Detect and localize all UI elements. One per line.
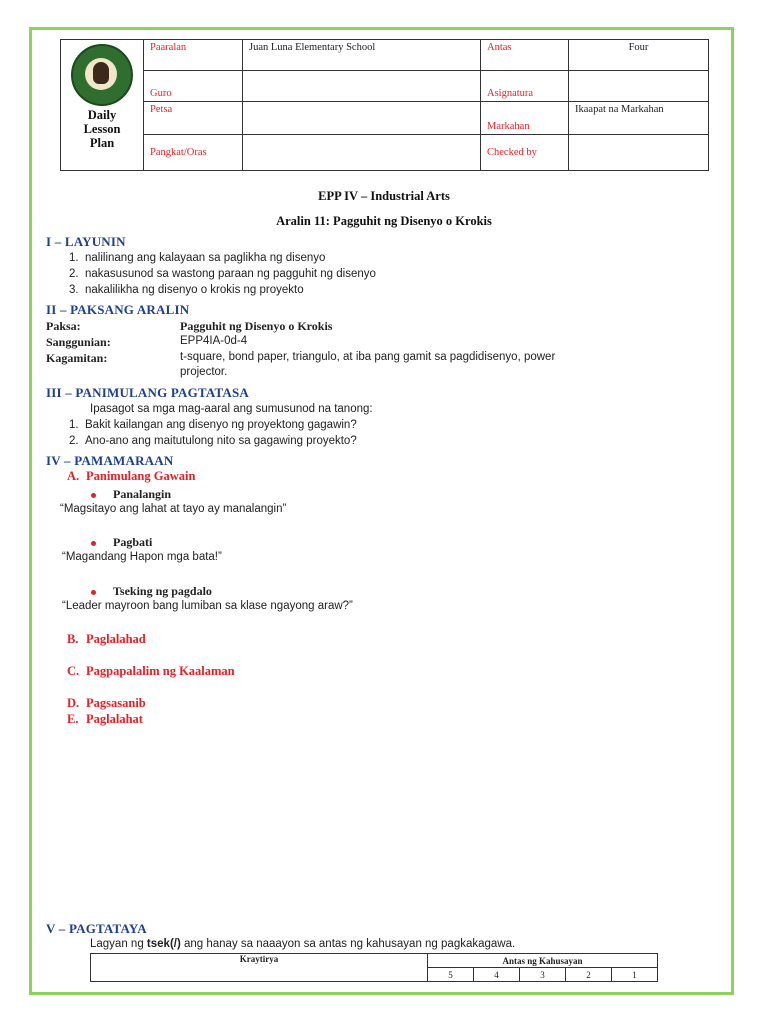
value-guro bbox=[243, 71, 481, 102]
bullet-icon bbox=[91, 590, 96, 595]
rubric-level-3: 3 bbox=[519, 968, 565, 982]
paksa-label: Paksa: bbox=[46, 319, 81, 333]
kagamitan-value-cont: projector. bbox=[180, 366, 228, 378]
quote-panalangin: “Magsitayo ang lahat at tayo ay manalangin” bbox=[60, 503, 287, 515]
rubric-table bbox=[90, 953, 658, 982]
sub-heading-tseking: Tseking ng pagdalo bbox=[113, 584, 212, 598]
rubric-level-header: Antas ng Kahusayan bbox=[428, 954, 658, 968]
list-item: 2. Ano-ano ang maitutulong nito sa gagawing proyekto? bbox=[69, 435, 357, 447]
list-item: 1. Bakit kailangan ang disenyo ng proyektong gagawin? bbox=[69, 419, 357, 431]
kagamitan-value: t-square, bond paper, triangulo, at iba pang gamit sa pagdidisenyo, power bbox=[180, 351, 556, 363]
label-petsa: Petsa bbox=[144, 102, 243, 135]
lesson-title: Aralin 11: Pagguhit ng Disenyo o Krokis bbox=[276, 214, 492, 228]
label-checked-by: Checked by bbox=[481, 135, 569, 171]
list-item: 1. nalilinang ang kalayaan sa paglikha ng disenyo bbox=[69, 252, 326, 264]
list-item: 2. nakasusunod sa wastong paraan ng pagguhit ng disenyo bbox=[69, 268, 376, 280]
sanggunian-label: Sanggunian: bbox=[46, 335, 111, 349]
value-petsa bbox=[243, 102, 481, 135]
section-heading-pagtataya: V – PAGTATAYA bbox=[46, 921, 147, 936]
rubric-level-4: 4 bbox=[473, 968, 519, 982]
label-antas: Antas bbox=[481, 40, 569, 71]
list-item: 3. nakalilikha ng disenyo o krokis ng proyekto bbox=[69, 284, 304, 296]
value-asignatura bbox=[569, 71, 709, 102]
rubric-level-2: 2 bbox=[565, 968, 611, 982]
value-paaralan: Juan Luna Elementary School bbox=[243, 40, 481, 71]
label-paaralan: Paaralan bbox=[144, 40, 243, 71]
section-intro: Ipasagot sa mga mag-aaral ang sumusunod na tanong: bbox=[90, 403, 373, 415]
value-checked-by bbox=[569, 135, 709, 171]
school-seal-logo bbox=[71, 44, 133, 106]
section-heading-pamamaraan: IV – PAMAMARAAN bbox=[46, 453, 174, 468]
label-asignatura: Asignatura bbox=[481, 71, 569, 102]
section-heading-panimulang-pagtatasa: III – PANIMULANG PAGTATASA bbox=[46, 385, 249, 400]
step-a: A. Panimulang Gawain bbox=[67, 469, 196, 483]
step-e: E. Paglalahat bbox=[67, 712, 143, 726]
quote-tseking: “Leader mayroon bang lumiban sa klase ngayong araw?” bbox=[62, 600, 353, 612]
label-guro: Guro bbox=[144, 71, 243, 102]
sanggunian-value: EPP4IA-0d-4 bbox=[180, 335, 248, 347]
sub-heading-pagbati: Pagbati bbox=[113, 535, 153, 549]
rubric-criteria-header: Kraytirya bbox=[91, 954, 428, 982]
document-title: EPP IV – Industrial Arts bbox=[318, 189, 450, 203]
value-antas: Four bbox=[569, 40, 709, 71]
label-pangkat-oras: Pangkat/Oras bbox=[144, 135, 243, 171]
paksa-value: Pagguhit ng Disenyo o Krokis bbox=[180, 319, 333, 333]
kagamitan-label: Kagamitan: bbox=[46, 351, 108, 365]
rubric-level-1: 1 bbox=[611, 968, 657, 982]
label-markahan: Markahan bbox=[481, 102, 569, 135]
bullet-icon bbox=[91, 493, 96, 498]
value-pangkat-oras bbox=[243, 135, 481, 171]
quote-pagbati: “Magandang Hapon mga bata!” bbox=[62, 551, 222, 563]
step-d: D. Pagsasanib bbox=[67, 696, 146, 710]
section-heading-layunin: I – LAYUNIN bbox=[46, 234, 126, 249]
bullet-icon bbox=[91, 541, 96, 546]
value-markahan: Ikaapat na Markahan bbox=[569, 102, 709, 135]
header-table bbox=[60, 39, 709, 171]
rubric-level-5: 5 bbox=[428, 968, 474, 982]
sub-heading-panalangin: Panalangin bbox=[113, 487, 172, 501]
doc-type-label: Daily Lesson Plan bbox=[83, 108, 121, 150]
section-heading-paksang-aralin: II – PAKSANG ARALIN bbox=[46, 302, 190, 317]
step-c: C. Pagpapalalim ng Kaalaman bbox=[67, 664, 235, 678]
step-b: B. Paglalahad bbox=[67, 632, 146, 646]
pagtataya-instruction: Lagyan ng tsek(/) ang hanay sa naaayon sa antas ng kahusayan ng pagkakagawa. bbox=[90, 938, 516, 950]
logo-cell bbox=[61, 40, 144, 171]
